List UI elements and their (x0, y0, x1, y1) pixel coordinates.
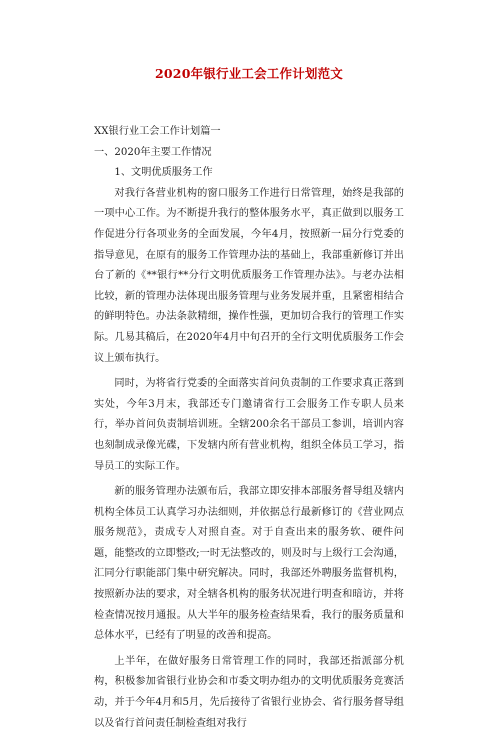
section-heading: 一、2020年主要工作情况 (94, 146, 212, 158)
paragraph: 同时，为将省行党委的全面落实首问负责制的工作要求真正落到实处，今年3月末，我部还专门邀请省行工会服务工作专职人员来行，举办首问负责制培训班。全辖200余名干部员工参训，培训内容也刻制成录像光碟，下发辖内所有营业机构，组织全体员工学习，指导员工的实际工作。 (94, 378, 404, 472)
document-title: 2020年银行业工会工作计划范文 (155, 66, 343, 81)
sub-heading: 1、文明优质服务工作 (114, 167, 213, 179)
document-body (94, 122, 404, 734)
paragraph: 上半年，在做好服务日常管理工作的同时，我部还指派部分机构，积极参加省银行业协会和市委文明办组办的文明优质服务竞赛活动，并于今年4月和5月，先后接待了省银行业协会、省行服务督导组以及省行首问责任制检查组对我行 (94, 655, 404, 729)
paragraph: 新的服务管理办法颁布后，我部立即安排本部服务督导组及辖内机构全体员工认真学习办法细则，并依据总行最新修订的《营业网点服务规范》，责成专人对照自查。对于自查出来的服务软、硬件问题，能整改的立即整改;一时无法整改的，则及时与上级行工会沟通，汇同分行职能部门集中研究解决。同时，我部还外聘服务监督机构，按照新办法的要求，对全辖各机构的服务状况进行明查和暗访，并将检查情况按月通报。从大半年的服务检查结果看，我行的服务质量和总体水平，已经有了明显的改善和提高。 (94, 486, 404, 642)
document-subtitle: XX银行业工会工作计划篇一 (94, 126, 221, 137)
paragraph: 对我行各营业机构的窗口服务工作进行日常管理，始终是我部的一项中心工作。为不断提升我行的整体服务水平，真正做到以服务工作促进分行各项业务的全面发展，今年4月，按照新一届分行党委的指导意见，在原有的服务工作管理办法的基础上，我部重新修订并出台了新的《**银行**分行文明优质服务工作管理办法》。与老办法相比较，新的管理办法体现出服务管理与业务发展并重，且紧密相结合的鲜明特色。办法条款精细，操作性强，更加切合我行的管理工作实际。几易其稿后，在2020年4月中旬召开的全行文明优质服务工作会议上颁布执行。 (94, 187, 404, 364)
